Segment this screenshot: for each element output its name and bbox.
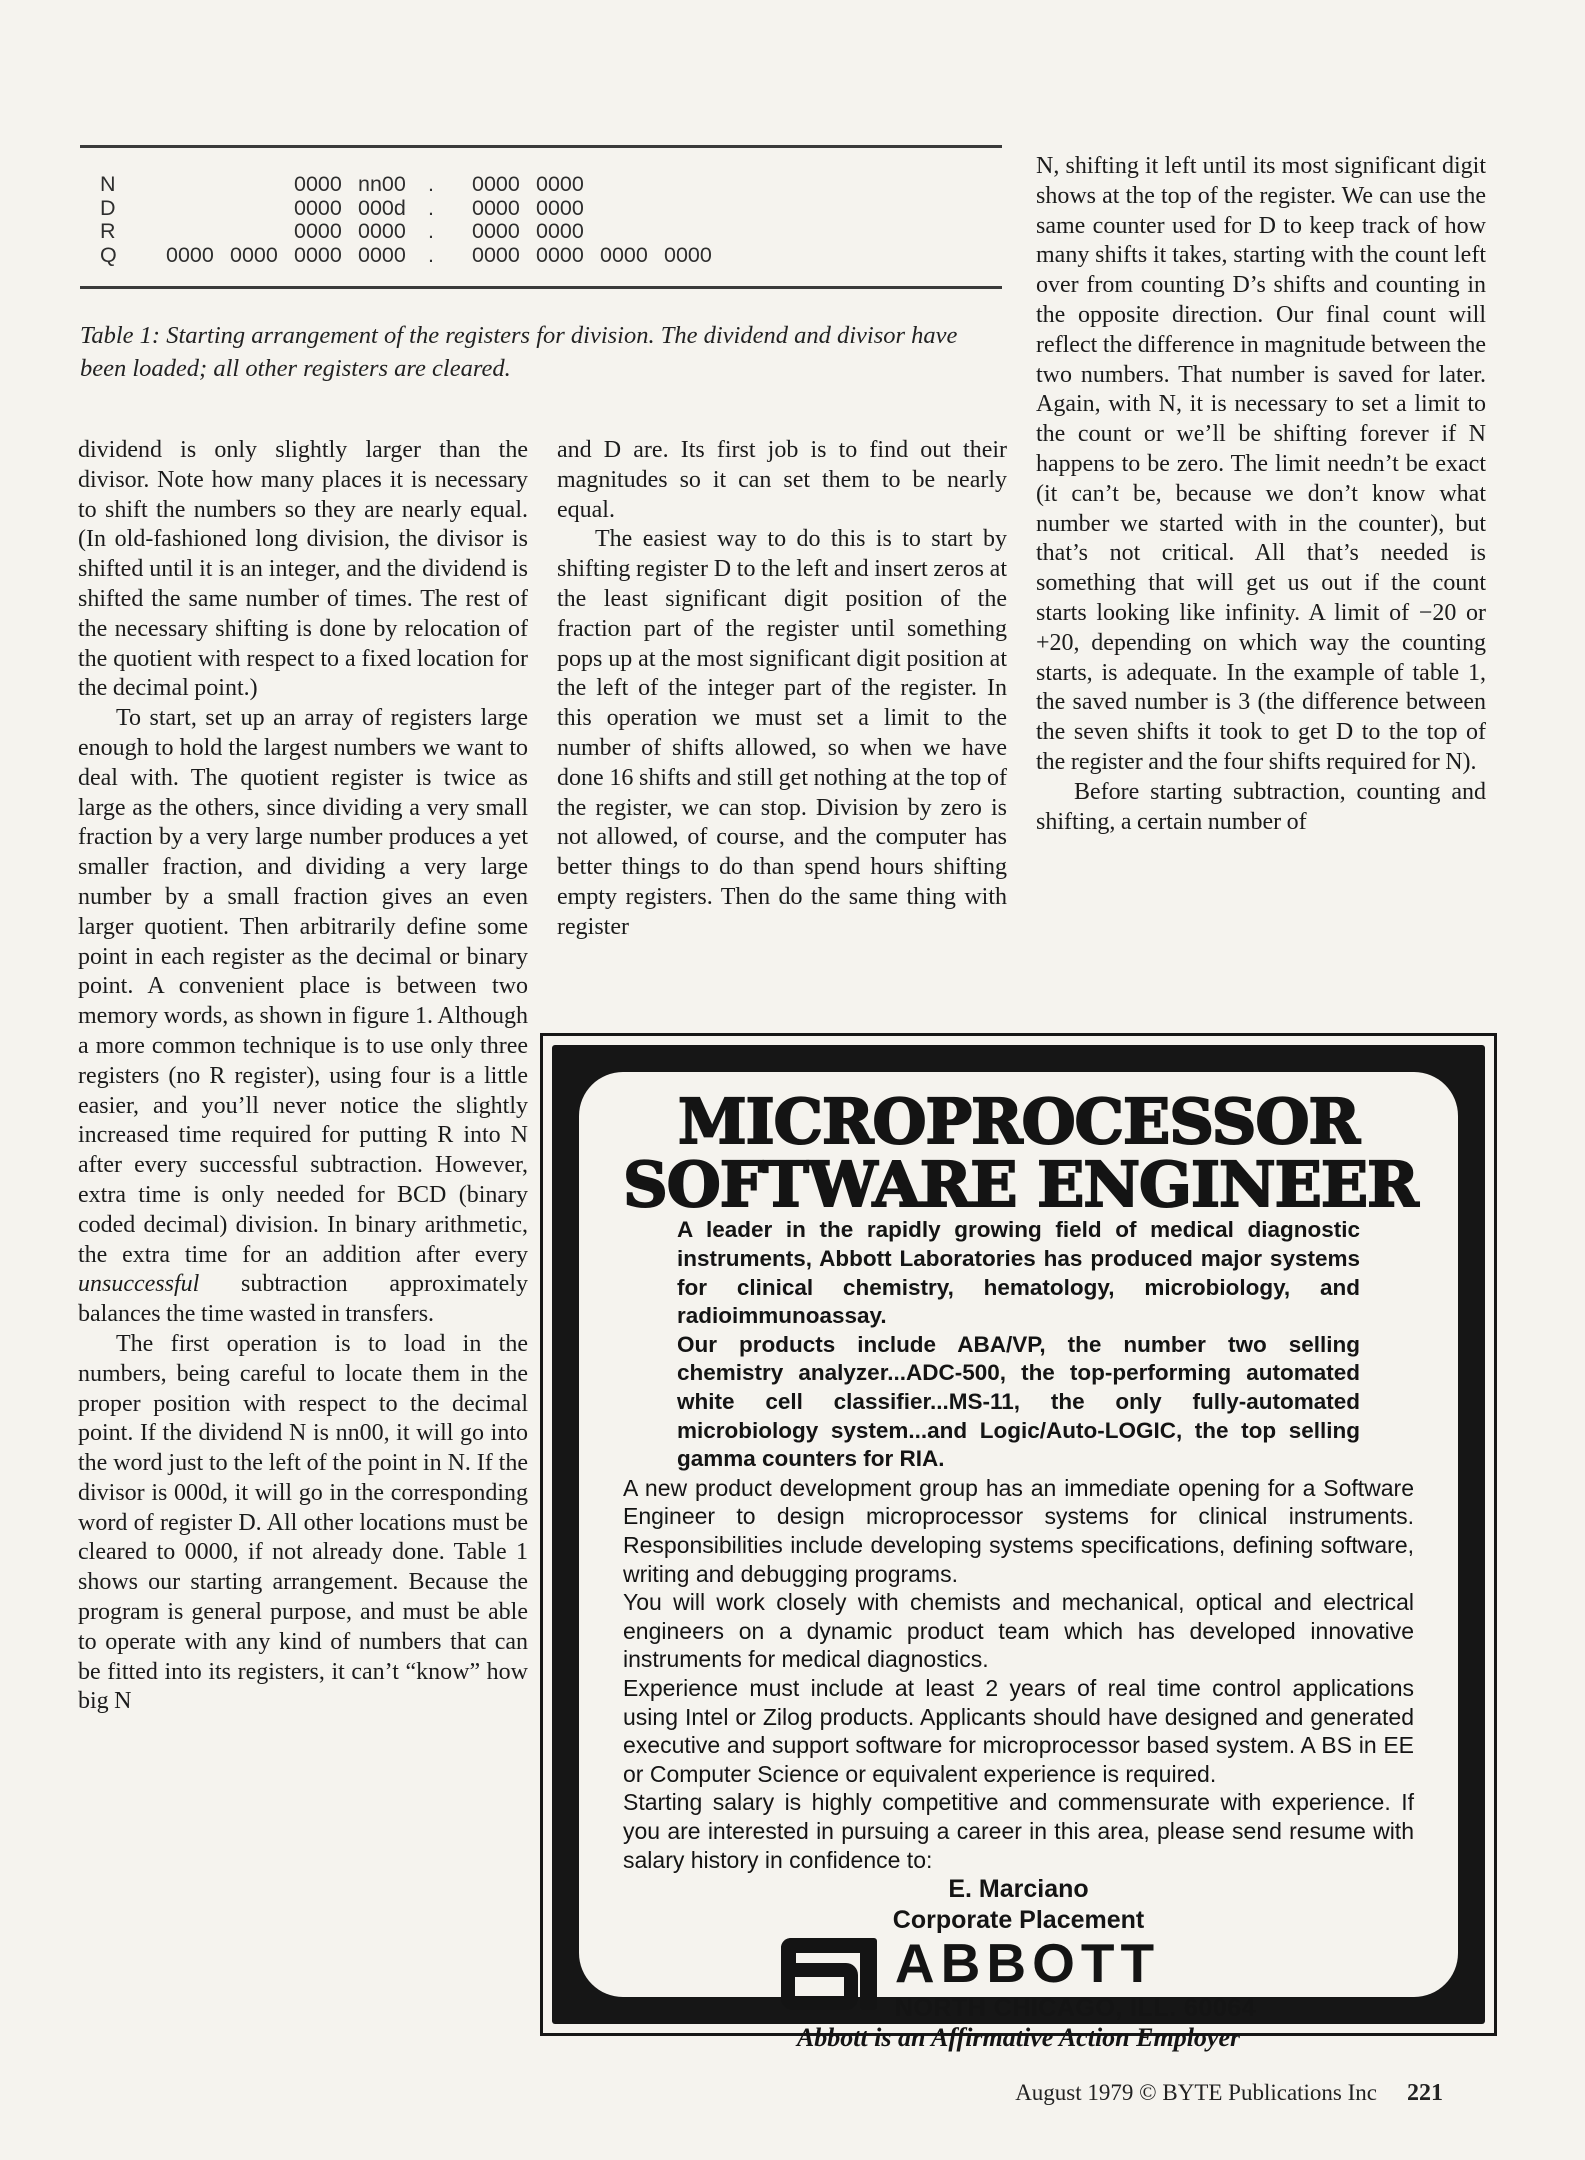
abbott-a-stem (860, 1938, 877, 2010)
table-cell: 0000 (472, 219, 520, 243)
contact-title: Corporate Placement (892, 1906, 1145, 1935)
ad-body-paragraph: You will work closely with chemists and mechanical, optical and electrical engineers on a dynamic product team which has developed innovative instruments for medical diagnostics. (623, 1589, 1414, 1673)
table-cell: 0000 (536, 195, 584, 220)
abbott-a-bowl (781, 1963, 858, 2010)
abbott-wordmark-block (894, 1932, 1257, 2023)
paragraph: To start, set up an array of registers large enough to hold the largest numbers we want to deal with. The quotient register is twice as large as the others, since dividing a very small fraction by a very large number produces a yet smaller fraction, and dividing a very large number by a small fraction gives an even larger quotient. Then arbitrarily define some point in each register as the decimal or binary point. A convenient place is between two memory words, as shown in figure 1. Although a more common technique is to use only three registers (no R register), using four is a little easier, and you’ll never notice the slightly increased time required for putting R into N after every successful subtraction. However, extra time is only needed for BCD (binary coded decimal) division. In binary arithmetic, the extra time for an addition after every unsuccessful subtraction approximately balances the time wasted in transfers. (78, 705, 528, 1328)
ad-intro-paragraph: Our products include ABA/VP, the number two selling chemistry analyzer...ADC-500, the top-performing automated white cell classifier...MS-11, the only fully-automated microbiology system...and Logic/Auto-LOGIC, the top selling gamma counters for RIA. (677, 1331, 1360, 1472)
ad-headline-line1: MICROPROCESSOR (678, 1085, 1359, 1158)
table-cell: nn00 (358, 172, 406, 196)
decimal-point: . (428, 219, 434, 243)
table-row-d (80, 196, 1002, 220)
decimal-point: . (428, 242, 434, 267)
abbott-logo-block (623, 1932, 1414, 2023)
article-column-right (1036, 152, 1486, 837)
ad-intro-paragraph: A leader in the rapidly growing field of medical diagnostic instruments, Abbott Laboratories has produced major systems for clinical chemistry, hematology, microbiology, and radioimmunoassay. (677, 1217, 1360, 1329)
table-cell: 0000 (536, 172, 584, 196)
table-cell: 0000 (294, 195, 342, 220)
table-cell: 0000 (472, 172, 520, 196)
table-cell: 0000 (472, 242, 520, 267)
ad-black-frame (552, 1045, 1485, 2053)
table-cell: 0000 (230, 242, 278, 267)
table-cell: 0000 (664, 242, 712, 267)
contact-name: E. Marciano (948, 1875, 1089, 1904)
table-cell: 0000 (166, 242, 214, 267)
paragraph: dividend is only slightly larger than the divisor. Note how many places it is necessary to shift the numbers so they are nearly equal. (In old-fashioned long division, the divisor is shifted until it is an integer, and the dividend is shifted the same number of times. The rest of the necessary shifting is done by relocation of the quotient with respect to a fixed location for the decimal point.) (78, 437, 528, 702)
decimal-point: . (428, 172, 434, 196)
table-cell: 0000 (536, 219, 584, 243)
table-row-r (80, 219, 1002, 243)
table-rows (80, 172, 1002, 266)
italic-word: unsuccessful (78, 1271, 200, 1298)
table-row-n (80, 172, 1002, 196)
table-cell: 0000 (294, 172, 342, 196)
table-rule-bottom (80, 286, 1002, 289)
page-footer (1015, 2080, 1443, 2107)
footer-credit: August 1979 © BYTE Publications Inc (1015, 2080, 1377, 2105)
abbott-job-ad (540, 1033, 1497, 2053)
ad-contact-block (623, 1874, 1414, 1936)
table-rule-top (80, 145, 1002, 148)
ad-body-paragraph: Experience must include at least 2 years of real time control applications using Intel or Zilog products. Applicants should have designed and generated executive and support software for microprocessor based system. A BS in EE or Computer Science or equivalent experience is required. (623, 1674, 1414, 1787)
table-cell: 0000 (358, 219, 406, 243)
company-address: NORTH CHICAGO, ILL. 60064 (894, 1994, 1257, 2023)
ad-headline-line2: SOFTWARE ENGINEER (623, 1148, 1418, 1222)
abbott-logo-icon (781, 1938, 877, 2010)
table-row-q (80, 243, 1002, 267)
row-label-r: R (100, 219, 116, 243)
table-cell: 0000 (294, 219, 342, 243)
decimal-point: . (428, 195, 434, 220)
company-wordmark: ABBOTT (894, 1932, 1161, 1995)
table-cell: 000d (358, 195, 406, 220)
ad-content (579, 1072, 1458, 2053)
row-label-d: D (100, 195, 116, 220)
paragraph: The first operation is to load in the numbers, being careful to locate them in the proper position with respect to the decimal point. If the dividend N is nn00, it will go into the word just to the left of the point in N. If the divisor is 000d, it will go in the corresponding word of register D. All other locations must be cleared to 0000, if not already done. Table 1 shows our starting arrangement. Because the program is general purpose, and must be able to operate with any kind of numbers that can be fitted into its registers, it can’t “know” how big N (78, 1330, 528, 1715)
table-cell: 0000 (536, 242, 584, 267)
paragraph: and D are. Its first job is to find out their magnitudes so it can set them to be nearly equal. (557, 437, 1007, 523)
registers-table (80, 145, 1002, 385)
table-cell: 0000 (358, 242, 406, 267)
ad-body-paragraph: A new product development group has an immediate opening for a Software Engineer to design microprocessor systems for clinical instruments. Responsibilities include developing systems specifications, defining software, writing and debugging programs. (623, 1474, 1414, 1587)
ad-tagline: Abbott is an Affirmative Action Employer (796, 2023, 1241, 2053)
paragraph: The easiest way to do this is to start by shifting register D to the left and insert zeros at the least significant digit position of the fraction part of the register until something pops up at the most significant digit position at the left of the integer part of the register. In this operation we must set a limit to the number of shifts allowed, so when we have done 16 shifts and still get nothing at the top of the register, we can stop. Division by zero is not allowed, of course, and the computer has better things to do than spend hours shifting empty registers. Then do the same thing with register (557, 526, 1007, 940)
article-column-left (78, 436, 528, 1717)
table-cell: 0000 (472, 195, 520, 220)
paragraph: Before starting subtraction, counting and shifting, a certain number of (1036, 778, 1486, 835)
page-number: 221 (1407, 2080, 1443, 2106)
article-column-middle (557, 436, 1007, 943)
row-label-q: Q (100, 242, 117, 267)
row-label-n: N (100, 172, 116, 196)
table-caption: Table 1: Starting arrangement of the registers for division. The dividend and divisor have been loaded; all other registers are cleared. (80, 322, 958, 382)
paragraph: N, shifting it left until its most significant digit shows at the top of the register. We can use the same counter used for D to keep track of how many shifts it takes, starting with the count left over from counting D’s shifts and counting in the opposite direction. Our final count will reflect the difference in magnitude between the two numbers. That number is saved for later. Again, with N, it is necessary to set a limit to the count or we’ll be shifting forever if N happens to be zero. The limit needn’t be exact (it can’t be, because we don’t know what number we started with in the counter), but that’s not critical. All that’s needed is something that will get us out if the count starts looking like infinity. A limit of −20 or +20, depending on which way the counting starts, is adequate. In the example of table 1, the saved number is 3 (the difference between the seven shifts it took to get D to the top of the register and the four shifts required for N). (1036, 153, 1486, 775)
ad-body-paragraph: Starting salary is highly competitive and commensurate with experience. If you are interested in pursuing a career in this area, please send resume with salary history in confidence to: (623, 1789, 1414, 1873)
table-cell: 0000 (294, 242, 342, 267)
table-cell: 0000 (600, 242, 648, 267)
